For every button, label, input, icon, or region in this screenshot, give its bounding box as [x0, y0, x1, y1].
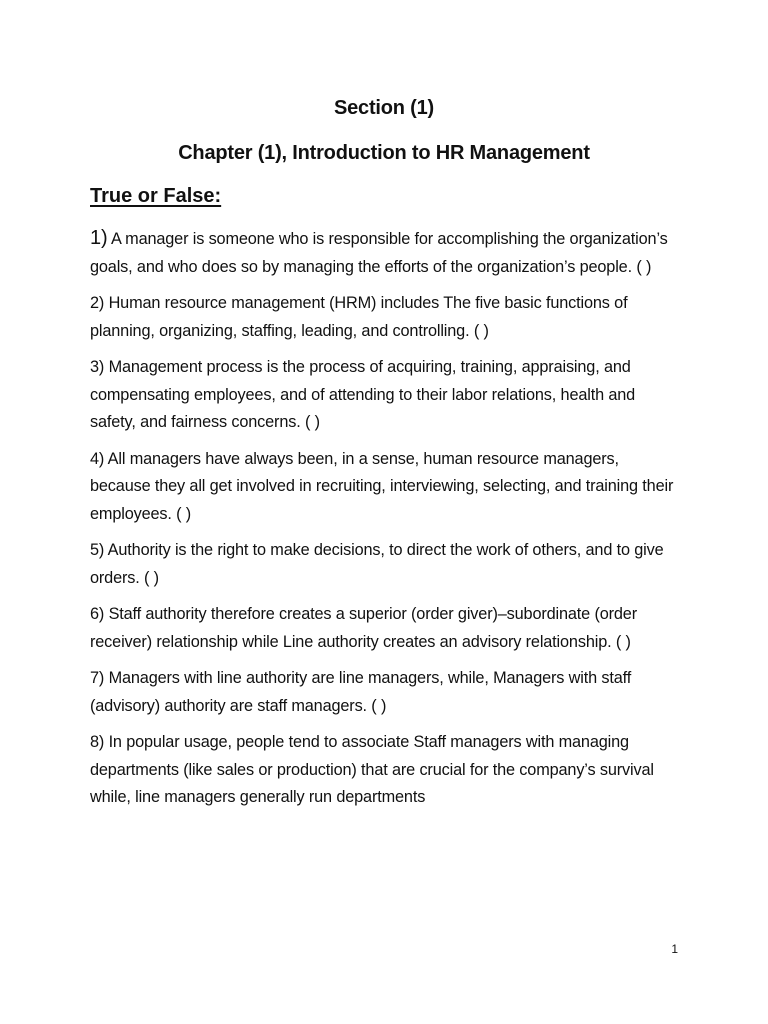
question-number: 6)	[90, 605, 105, 623]
question-text: Human resource management (HRM) includes The five basic functions of planning, organizing, staffing, leading, and controlling. ( )	[90, 294, 628, 340]
chapter-title: Chapter (1), Introduction to HR Management	[178, 142, 590, 164]
question-number: 3)	[90, 358, 105, 376]
true-or-false-heading: True or False:	[90, 185, 222, 207]
question-number: 8)	[90, 733, 105, 751]
question-item	[90, 225, 680, 281]
question-item	[90, 446, 680, 529]
question-item	[90, 290, 680, 345]
question-item	[90, 537, 680, 592]
question-number: 2)	[90, 294, 105, 312]
question-text: Management process is the process of acquiring, training, appraising, and compensating employees, and of attending to their labor relations, health and safety, and fairness concerns. ( )	[90, 358, 636, 431]
question-text: All managers have always been, in a sense, human resource managers, because they all get involved in recruiting, interviewing, selecting, and training their employees. ( )	[90, 449, 674, 523]
section-title: Section (1)	[333, 97, 435, 119]
question-text: Managers with line authority are line managers, while, Managers with staff (advisory) authority are staff managers. ( )	[90, 669, 632, 715]
question-item	[90, 354, 680, 437]
question-number: 1)	[90, 227, 108, 249]
question-text: Authority is the right to make decisions, to direct the work of others, and to give orders. ( )	[90, 541, 664, 587]
question-text: Staff authority therefore creates a superior (order giver)–subordinate (order receiver) relationship while Line authority creates an advisory relationship. ( )	[90, 605, 637, 651]
question-item	[90, 601, 680, 656]
question-number: 5)	[90, 541, 105, 559]
question-text: A manager is someone who is responsible for accomplishing the organization’s goals, and who does so by managing the efforts of the organization’s people. ( )	[90, 230, 668, 276]
question-item	[90, 665, 680, 720]
question-number: 7)	[90, 669, 105, 687]
question-item	[90, 729, 680, 812]
question-number: 4)	[90, 449, 105, 468]
question-list	[90, 225, 680, 821]
question-text: In popular usage, people tend to associate Staff managers with managing departments (like sales or production) that are crucial for the company’s survival while, line managers generally run departments	[90, 733, 654, 806]
page-number: 1	[671, 942, 678, 956]
